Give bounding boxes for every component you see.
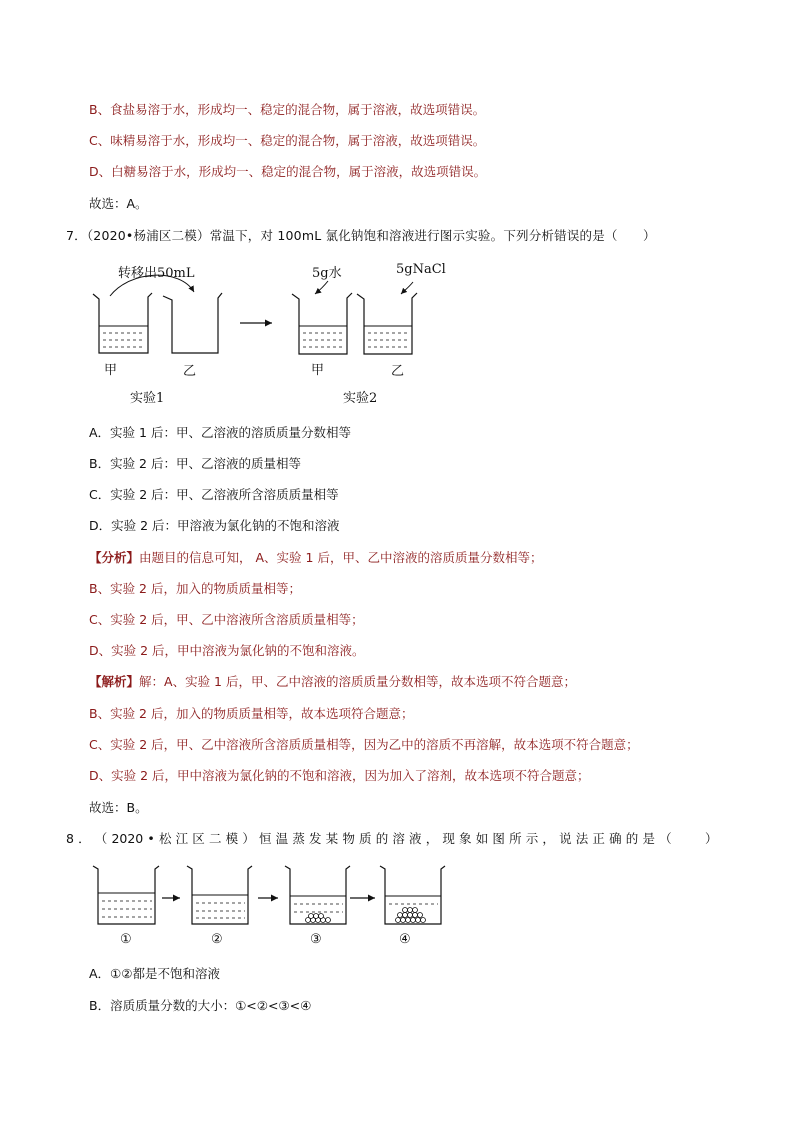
- q8-stem-part: 的: [625, 831, 639, 846]
- q8-stem-part: ，: [542, 831, 555, 846]
- q7-analysis-d: D、实验 2 后，甲中溶液为氯化钠的不饱和溶液。: [89, 643, 365, 658]
- q8-stem-part: 正: [592, 831, 605, 846]
- q8-stem-part: 江: [175, 831, 189, 846]
- q8-stem-part: 象: [459, 831, 472, 846]
- exp2-label: 实验2: [343, 391, 378, 406]
- q8-stem-part: 溶: [392, 831, 405, 846]
- q7-option-d: D．实验 2 后：甲溶液为氯化钠的不饱和溶液: [89, 518, 340, 533]
- q8-stem-part: （: [94, 831, 108, 846]
- label-yi-2: 乙: [391, 364, 405, 379]
- q8-stem-part: 8: [66, 831, 74, 846]
- label-yi-1: 乙: [183, 364, 197, 379]
- q7-choice: 故选：B。: [89, 800, 148, 815]
- q8-stem-part: 如: [475, 831, 489, 846]
- exp1-label: 实验1: [130, 391, 165, 406]
- q8-stem-part: 蒸: [292, 831, 305, 846]
- solution-first-text: 解：A、实验 1 后，甲、乙中溶液的溶质质量分数相等，故本选项不符合题意；: [139, 674, 576, 689]
- q8-stem-part: 的: [375, 831, 389, 846]
- q8-stem-part: （: [659, 831, 672, 846]
- q7-option-c: C．实验 2 后：甲、乙溶液所含溶质质量相等: [89, 487, 339, 502]
- beaker-1: [93, 866, 159, 924]
- analysis-tag: 【分析】: [89, 550, 140, 565]
- q8-option-a: A．①②都是不饱和溶液: [89, 966, 220, 981]
- q8-option-b: B．溶质质量分数的大小：①<②<③<④: [89, 998, 312, 1013]
- beaker-3: [285, 866, 350, 924]
- q7-stem: 7．（2020•杨浦区二模）常温下，对 100mL 氯化钠饱和溶液进行图示实验。下列分析错误的是（ ）: [66, 228, 656, 243]
- q8-stem-part: 二: [208, 831, 222, 846]
- solution-tag: 【解析】: [89, 674, 140, 689]
- transfer-label: 转移出50mL: [118, 266, 195, 281]
- q8-stem-part: 质: [359, 831, 372, 846]
- q8-stem-part: 模: [225, 831, 239, 846]
- q8-stem-part: 所: [509, 831, 522, 846]
- q8-stem-part: 说: [559, 831, 572, 846]
- q8-stem-part: 液: [409, 831, 422, 846]
- q8-stem-part: 发: [309, 831, 322, 846]
- analysis-first-text: 由题目的信息可知， A、实验 1 后，甲、乙中溶液的溶质质量分数相等；: [139, 550, 543, 565]
- q7-solution-c: C、实验 2 后，甲、乙中溶液所含溶质质量相等，因为乙中的溶质不再溶解，故本选项不符合题意；: [89, 737, 639, 752]
- label-jia-1: 甲: [104, 363, 118, 378]
- q7-solution-b: B、实验 2 后，加入的物质质量相等，故本选项符合题意；: [89, 706, 414, 721]
- q8-stem-part: 确: [609, 831, 622, 846]
- q8-stem-part: 某: [325, 831, 339, 846]
- q8-stem-part: 是: [642, 831, 655, 846]
- label-circle-2: ②: [211, 932, 223, 947]
- prev-choice: 故选：A。: [89, 196, 148, 211]
- q8-stem-part: 区: [192, 831, 205, 846]
- water-label: 5g水: [312, 266, 342, 281]
- label-circle-3: ③: [310, 932, 322, 947]
- q8-stem-part: 法: [575, 831, 589, 846]
- q8-stem-part: ）: [242, 831, 255, 846]
- q7-analysis-b: B、实验 2 后，加入的物质质量相等；: [89, 581, 301, 596]
- q8-stem-part: •: [147, 831, 155, 846]
- q8-stem-part: 温: [275, 831, 289, 846]
- q8-stem-part: ．: [78, 831, 91, 846]
- nacl-label: 5gNaCl: [396, 262, 446, 277]
- q8-stem-part: 2020: [111, 831, 144, 846]
- prev-answer-c: C、味精易溶于水，形成均一、稳定的混合物，属于溶液，故选项错误。: [89, 133, 486, 148]
- q8-stem-part: 物: [342, 831, 355, 846]
- beaker-2: [187, 866, 252, 924]
- q8-stem-part: 现: [442, 831, 455, 846]
- q8-stem-part: ，: [425, 831, 439, 846]
- prev-answer-b: B、食盐易溶于水，形成均一、稳定的混合物，属于溶液，故选项错误。: [89, 102, 486, 117]
- q7-option-a: A．实验 1 后：甲、乙溶液的溶质质量分数相等: [89, 425, 351, 440]
- prev-answer-d: D、白糖易溶于水，形成均一、稳定的混合物，属于溶液，故选项错误。: [89, 164, 487, 179]
- q7-analysis-c: C、实验 2 后，甲、乙中溶液所含溶质质量相等；: [89, 612, 364, 627]
- beaker-4: [380, 866, 445, 924]
- q7-option-b: B．实验 2 后：甲、乙溶液的质量相等: [89, 456, 301, 471]
- q8-stem-part: 示: [525, 831, 539, 846]
- label-circle-4: ④: [399, 932, 411, 947]
- label-jia-2: 甲: [311, 363, 325, 378]
- q8-stem-part: ）: [704, 831, 718, 846]
- q8-stem-part: 图: [492, 831, 505, 846]
- label-circle-1: ①: [120, 932, 132, 947]
- q7-solution-d: D、实验 2 后，甲中溶液为氯化钠的不饱和溶液，因为加入了溶剂，故本选项不符合题意；: [89, 768, 590, 783]
- q8-stem-part: 松: [158, 831, 172, 846]
- q8-stem-part: 恒: [258, 831, 272, 846]
